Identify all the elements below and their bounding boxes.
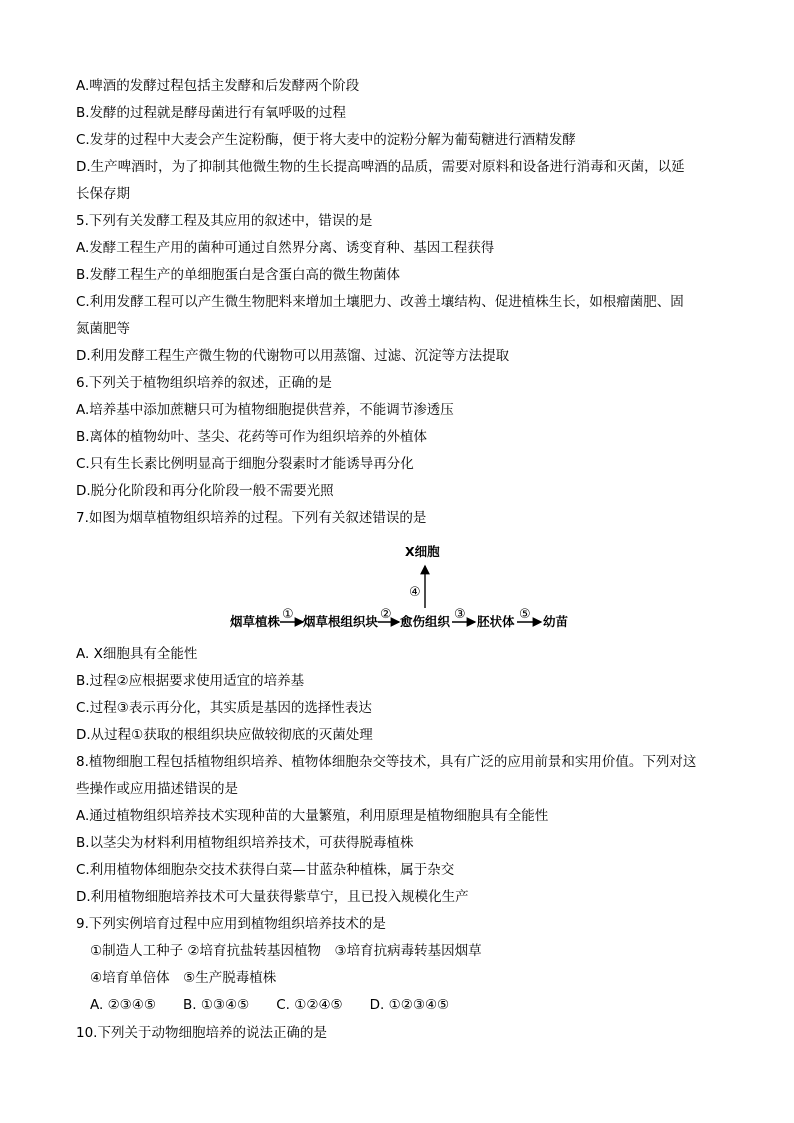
- q6-option-d: D.脱分化阶段和再分化阶段一般不需要光照: [76, 483, 334, 499]
- q5-stem: 5.下列有关发酵工程及其应用的叙述中，错误的是: [76, 213, 373, 229]
- step-2-label: ②: [380, 607, 392, 622]
- node-root-tissue: 烟草根组织块: [303, 614, 379, 629]
- q8-stem: 8.植物细胞工程包括植物组织培养、植物体细胞杂交等技术，具有广泛的应用前景和实用价值。下列对这: [76, 754, 697, 770]
- q4-option-a: A.啤酒的发酵过程包括主发酵和后发酵两个阶段: [76, 78, 360, 94]
- q4-option-d: D.生产啤酒时，为了抑制其他微生物的生长提高啤酒的品质，需要对原料和设备进行消毒和灭菌，以延: [76, 159, 685, 175]
- q5-option-a: A.发酵工程生产用的菌种可通过自然界分离、诱变育种、基因工程获得: [76, 240, 495, 256]
- node-callus: 愈伤组织: [400, 614, 451, 629]
- q9-options: A. ②③④⑤ B. ①③④⑤ C. ①②④⑤ D. ①②③④⑤: [90, 997, 450, 1013]
- q7-option-d: D.从过程①获取的根组织块应做较彻底的灭菌处理: [76, 727, 373, 743]
- q10-stem: 10.下列关于动物细胞培养的说法正确的是: [76, 1025, 327, 1041]
- q7-option-c: C.过程③表示再分化，其实质是基因的选择性表达: [76, 700, 372, 716]
- q4-option-d-cont: 长保存期: [76, 186, 130, 202]
- q6-option-c: C.只有生长素比例明显高于细胞分裂素时才能诱导再分化: [76, 456, 414, 472]
- q6-option-b: B.离体的植物幼叶、茎尖、花药等可作为组织培养的外植体: [76, 429, 428, 445]
- x-cell-label: X细胞: [405, 544, 440, 559]
- q7-stem: 7.如图为烟草植物组织培养的过程。下列有关叙述错误的是: [76, 510, 427, 526]
- q7-option-a: A. X细胞具有全能性: [76, 646, 198, 662]
- step-5-label: ⑤: [519, 607, 531, 622]
- q9-items-line2: ④培育单倍体 ⑤生产脱毒植株: [90, 970, 277, 986]
- q4-option-b: B.发酵的过程就是酵母菌进行有氧呼吸的过程: [76, 105, 347, 121]
- q5-option-c-cont: 氮菌肥等: [76, 321, 130, 337]
- q9-items-line1: ①制造人工种子 ②培育抗盐转基因植物 ③培育抗病毒转基因烟草: [90, 943, 482, 959]
- node-tobacco-plant: 烟草植株: [230, 614, 281, 629]
- q9-stem: 9.下列实例培育过程中应用到植物组织培养技术的是: [76, 916, 386, 932]
- q4-option-c: C.发芽的过程中大麦会产生淀粉酶，便于将大麦中的淀粉分解为葡萄糖进行酒精发酵: [76, 132, 576, 148]
- q5-option-c: C.利用发酵工程可以产生微生物肥料来增加土壤肥力、改善土壤结构、促进植株生长，如根瘤菌肥、固: [76, 294, 684, 310]
- q8-option-b: B.以茎尖为材料利用植物组织培养技术，可获得脱毒植株: [76, 835, 414, 851]
- node-embryoid: 胚状体: [477, 614, 515, 629]
- tissue-culture-diagram: [225, 538, 585, 638]
- step-1-label: ①: [282, 607, 294, 622]
- q6-stem: 6.下列关于植物组织培养的叙述，正确的是: [76, 375, 332, 391]
- q5-option-b: B.发酵工程生产的单细胞蛋白是含蛋白高的微生物菌体: [76, 267, 401, 283]
- q8-option-c: C.利用植物体细胞杂交技术获得白菜—甘蓝杂种植株，属于杂交: [76, 862, 455, 878]
- step-4-label: ④: [409, 585, 421, 600]
- node-seedling: 幼苗: [543, 614, 569, 629]
- q8-option-d: D.利用植物细胞培养技术可大量获得紫草宁，且已投入规模化生产: [76, 889, 469, 905]
- q8-stem-cont: 些操作或应用描述错误的是: [76, 781, 238, 797]
- q7-option-b: B.过程②应根据要求使用适宜的培养基: [76, 673, 305, 689]
- q6-option-a: A.培养基中添加蔗糖只可为植物细胞提供营养，不能调节渗透压: [76, 402, 454, 418]
- step-3-label: ③: [454, 607, 466, 622]
- q5-option-d: D.利用发酵工程生产微生物的代谢物可以用蒸馏、过滤、沉淀等方法提取: [76, 348, 510, 364]
- q8-option-a: A.通过植物组织培养技术实现种苗的大量繁殖，利用原理是植物细胞具有全能性: [76, 808, 549, 824]
